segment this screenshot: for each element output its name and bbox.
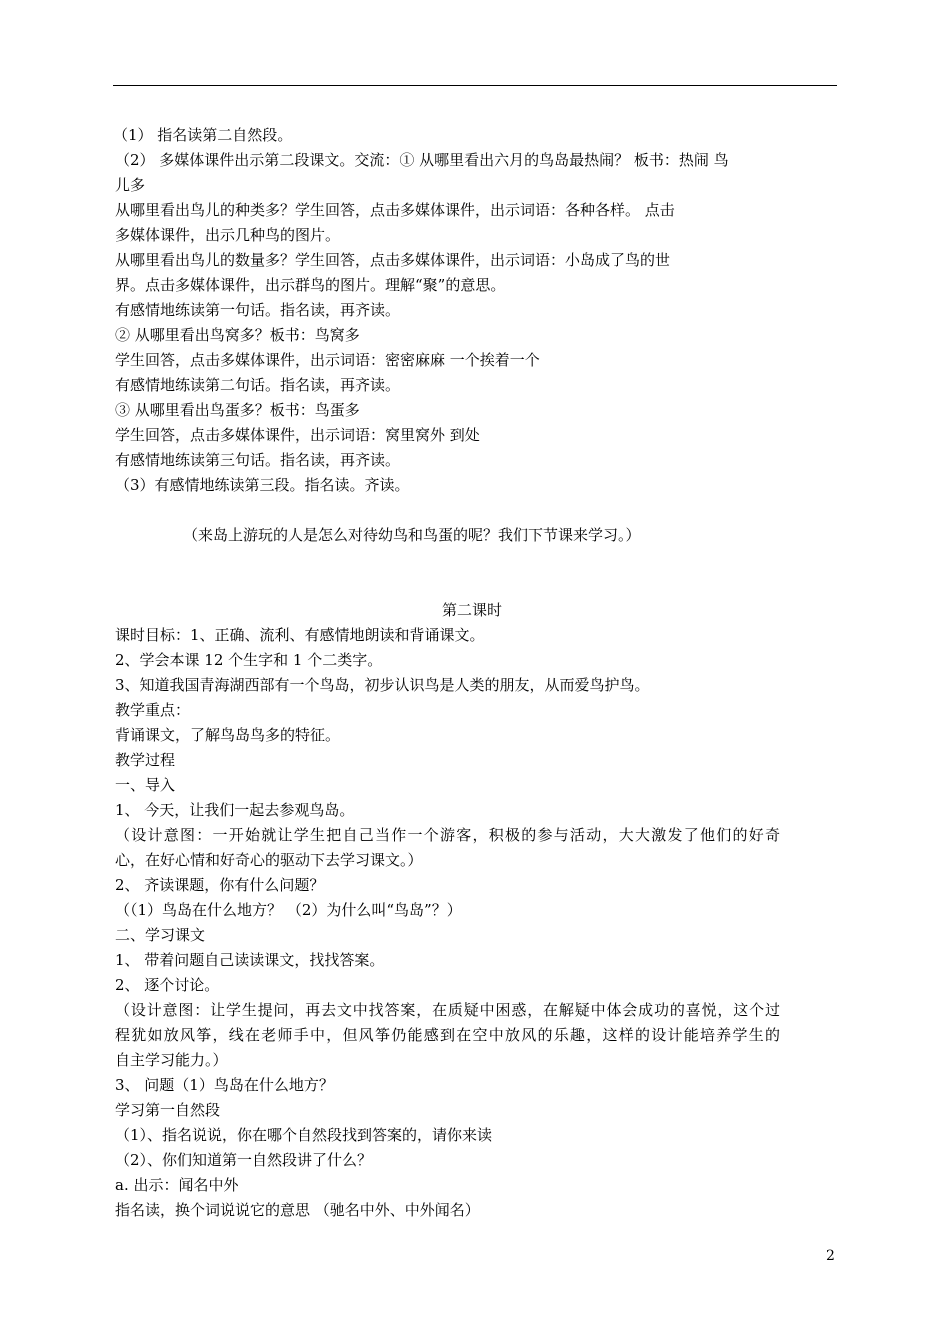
text-line: （设计意图：一开始就让学生把自己当作一个游客，积极的参与活动，大大激发了他们的好奇 — [115, 826, 780, 844]
text-line: 1、 带着问题自己读读课文，找找答案。 — [115, 951, 385, 969]
text-line: （1） 指名读第二自然段。 — [113, 126, 293, 144]
text-line: （（1）鸟岛在什么地方？ （2）为什么叫“鸟岛”？） — [115, 901, 462, 919]
text-line: 2、 齐读课题，你有什么问题？ — [115, 876, 325, 894]
text-line: ② 从哪里看出鸟窝多？板书：鸟窝多 — [115, 326, 360, 344]
text-line: 学习第一自然段 — [115, 1101, 221, 1119]
text-line: 教学重点： — [115, 701, 191, 719]
text-line: 从哪里看出鸟儿的数量多？学生回答，点击多媒体课件，出示词语：小岛成了鸟的世 — [115, 251, 671, 269]
text-line: 1、 今天，让我们一起去参观鸟岛。 — [115, 801, 355, 819]
text-line: 儿多 — [115, 176, 146, 194]
text-line: 有感情地练读第二句话。指名读，再齐读。 — [115, 376, 401, 394]
text-line: 有感情地练读第一句话。指名读，再齐读。 — [115, 301, 401, 319]
text-line: （设计意图：让学生提问，再去文中找答案，在质疑中困惑，在解疑中体会成功的喜悦，这个过 — [115, 1001, 780, 1019]
text-line: 课时目标：1、正确、流利、有感情地朗读和背诵课文。 — [115, 626, 485, 644]
text-line: 多媒体课件，出示几种鸟的图片。 — [115, 226, 341, 244]
text-line: （1）、指名说说，你在哪个自然段找到答案的，请你来读 — [115, 1126, 493, 1144]
text-line: 有感情地练读第三句话。指名读，再齐读。 — [115, 451, 401, 469]
text-line: 2、 逐个讨论。 — [115, 976, 220, 994]
text-line: 3、 问题（1）鸟岛在什么地方？ — [115, 1076, 334, 1094]
text-line: （2）、你们知道第一自然段讲了什么？ — [115, 1151, 373, 1169]
text-line: 2、学会本课 12 个生字和 1 个二类字。 — [115, 651, 383, 669]
text-line: 3、知道我国青海湖西部有一个鸟岛，初步认识鸟是人类的朋友，从而爱鸟护鸟。 — [115, 676, 650, 694]
text-line: 指名读，换个词说说它的意思 （驰名中外、中外闻名） — [115, 1201, 480, 1219]
text-line: 从哪里看出鸟儿的种类多？学生回答，点击多媒体课件，出示词语：各种各样。 点击 — [115, 201, 675, 219]
text-line: 教学过程 — [115, 751, 176, 769]
section-title: 第二课时 — [442, 601, 503, 619]
text-line: 一、导入 — [115, 776, 176, 794]
text-line: 界。点击多媒体课件，出示群鸟的图片。理解“聚”的意思。 — [115, 276, 506, 294]
text-line: 自主学习能力。） — [115, 1051, 228, 1069]
text-line: 二、学习课文 — [115, 926, 206, 944]
text-line: 学生回答，点击多媒体课件，出示词语：窝里窝外 到处 — [115, 426, 480, 444]
text-line: 背诵课文，了解鸟岛鸟多的特征。 — [115, 726, 341, 744]
text-line: （来岛上游玩的人是怎么对待幼鸟和鸟蛋的呢？我们下节课来学习。） — [183, 526, 641, 544]
text-line: （3）有感情地练读第三段。指名读。齐读。 — [115, 476, 410, 494]
text-line: 心，在好心情和好奇心的驱动下去学习课文。） — [115, 851, 423, 869]
text-line: a. 出示：闻名中外 — [115, 1176, 239, 1194]
text-line: （2） 多媒体课件出示第二段课文。交流：① 从哪里看出六月的鸟岛最热闹？ 板书：热闹 鸟 — [115, 151, 729, 169]
text-line: ③ 从哪里看出鸟蛋多？板书：鸟蛋多 — [115, 401, 360, 419]
text-line: 学生回答，点击多媒体课件，出示词语：密密麻麻 一个挨着一个 — [115, 351, 540, 369]
page-number: 2 — [826, 1248, 835, 1264]
text-line: 程犹如放风筝，线在老师手中，但风筝仍能感到在空中放风的乐趣，这样的设计能培养学生的 — [115, 1026, 780, 1044]
header-rule — [113, 85, 837, 86]
